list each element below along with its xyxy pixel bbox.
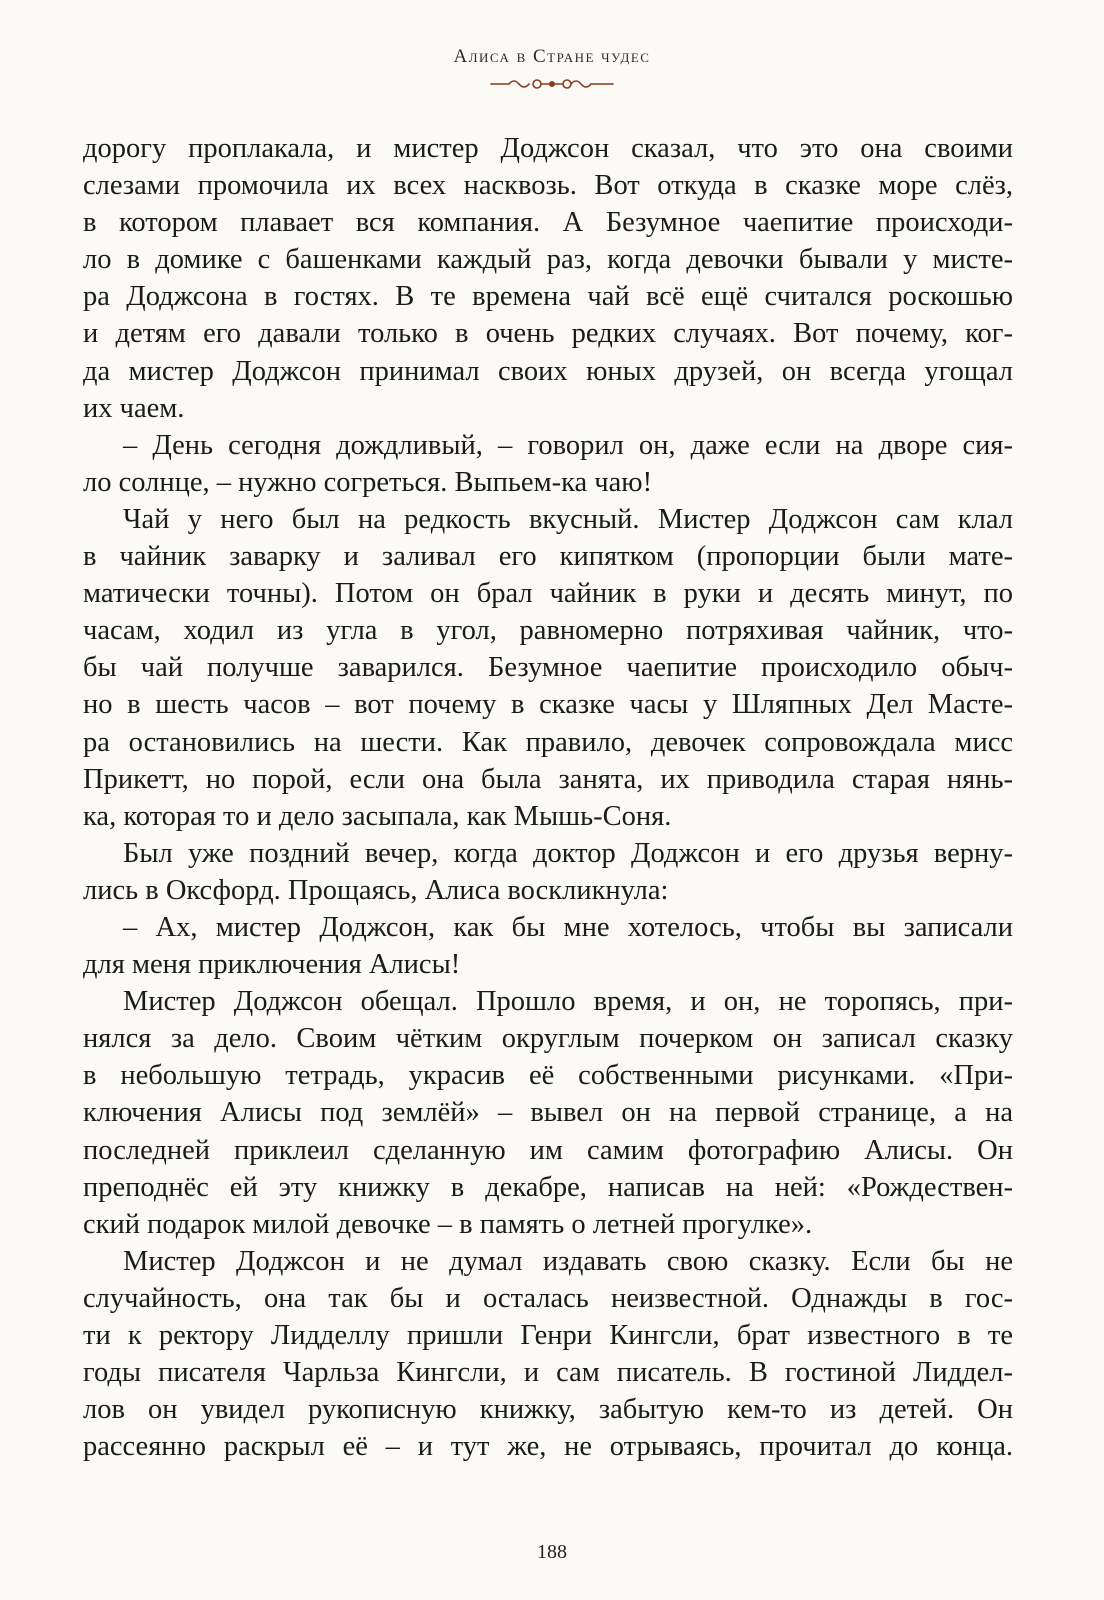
- text-line: нялся за дело. Своим чётким округлым почерком он записал сказку: [83, 1023, 1013, 1055]
- paragraph: [83, 501, 1013, 835]
- text-line: ти к ректору Лидделлу пришли Генри Кингсли, брат известного в те: [83, 1320, 1013, 1351]
- text-line: Мистер Доджсон и не думал издавать свою сказку. Если бы не: [123, 1245, 1013, 1277]
- text-line: в небольшую тетрадь, украсив её собственными рисунками. «При-: [83, 1060, 1013, 1092]
- text-line: да мистер Доджсон принимал своих юных друзей, он всегда угощал: [83, 355, 1013, 387]
- text-line: – Ах, мистер Доджсон, как бы мне хотелось, чтобы вы записали: [123, 911, 1013, 943]
- text-line: Чай у него был на редкость вкусный. Мистер Доджсон сам клал: [123, 503, 1013, 535]
- text-line: часам, ходил из угла в угол, равномерно потряхивая чайник, что-: [83, 615, 1013, 647]
- text-line: ра остановились на шести. Как правило, девочек сопровождала мисс: [83, 726, 1013, 758]
- text-line: ра Доджсона в гостях. В те времена чай всё ещё считался роскошью: [83, 281, 1013, 313]
- scroll-ornament-icon: [487, 74, 617, 94]
- text-line: Был уже поздний вечер, когда доктор Доджсон и его друзья верну-: [123, 837, 1013, 869]
- text-line: и детям его давали только в очень редких случаях. Вот почему, ког-: [83, 318, 1013, 350]
- text-line: рассеянно раскрыл её – и тут же, не отрываясь, прочитал до конца.: [83, 1431, 1013, 1463]
- text-line: их чаем.: [83, 392, 185, 424]
- text-line: – День сегодня дождливый, – говорил он, даже если на дворе сия-: [123, 429, 1013, 461]
- paragraph: [83, 130, 1013, 427]
- text-line: слезами промочила их всех насквозь. Вот откуда в сказке море слёз,: [83, 170, 1013, 202]
- text-line: бы чай получше заварился. Безумное чаепитие происходило обыч-: [83, 652, 1013, 684]
- text-line: в чайник заварку и заливал его кипятком (пропорции были мате-: [83, 541, 1013, 573]
- paragraph: [83, 835, 1013, 909]
- text-line: ло солнце, – нужно согреться. Выпьем-ка чаю!: [83, 466, 653, 498]
- text-line: но в шесть часов – вот почему в сказке часы у Шляпных Дел Масте-: [83, 689, 1013, 721]
- text-line: случайность, она так бы и осталась неизвестной. Однажды в гос-: [83, 1282, 1013, 1314]
- text-line: лись в Оксфорд. Прощаясь, Алиса воскликнула:: [83, 874, 669, 906]
- text-line: последней приклеил сделанную им самим фотографию Алисы. Он: [83, 1134, 1013, 1166]
- paragraph: [83, 909, 1013, 983]
- text-line: преподнёс ей эту книжку в декабре, написав на ней: «Рождествен-: [83, 1171, 1013, 1203]
- text-line: ка, которая то и дело засыпала, как Мышь-Соня.: [83, 800, 672, 832]
- paragraph: [83, 983, 1013, 1243]
- running-title: Алиса в Стране чудес: [453, 46, 651, 67]
- page-number: 188: [537, 1541, 567, 1563]
- text-line: годы писателя Чарльза Кингсли, и сам писатель. В гостиной Лиддел-: [83, 1357, 1013, 1389]
- text-line: в котором плавает вся компания. А Безумное чаепитие происходи-: [83, 207, 1013, 239]
- text-line: для меня приключения Алисы!: [83, 949, 461, 981]
- body-text: [83, 130, 1013, 1465]
- paragraph: [83, 1243, 1013, 1466]
- text-line: матически точны). Потом он брал чайник в руки и десять минут, по: [83, 578, 1013, 610]
- text-line: Мистер Доджсон обещал. Прошло время, и он, не торопясь, при-: [123, 986, 1013, 1018]
- text-line: ключения Алисы под землёй» – вывел он на первой странице, а на: [83, 1097, 1013, 1129]
- text-line: ский подарок милой девочке – в память о летней прогулке».: [83, 1208, 813, 1240]
- text-line: лов он увидел рукописную книжку, забытую кем-то из детей. Он: [83, 1394, 1013, 1426]
- text-line: ло в домике с башенками каждый раз, когда девочки бывали у мисте-: [83, 244, 1013, 276]
- text-line: дорогу проплакала, и мистер Доджсон сказал, что это она своими: [83, 133, 1013, 164]
- paragraph: [83, 427, 1013, 501]
- text-line: Прикетт, но порой, если она была занята, их приводила старая нянь-: [83, 763, 1013, 795]
